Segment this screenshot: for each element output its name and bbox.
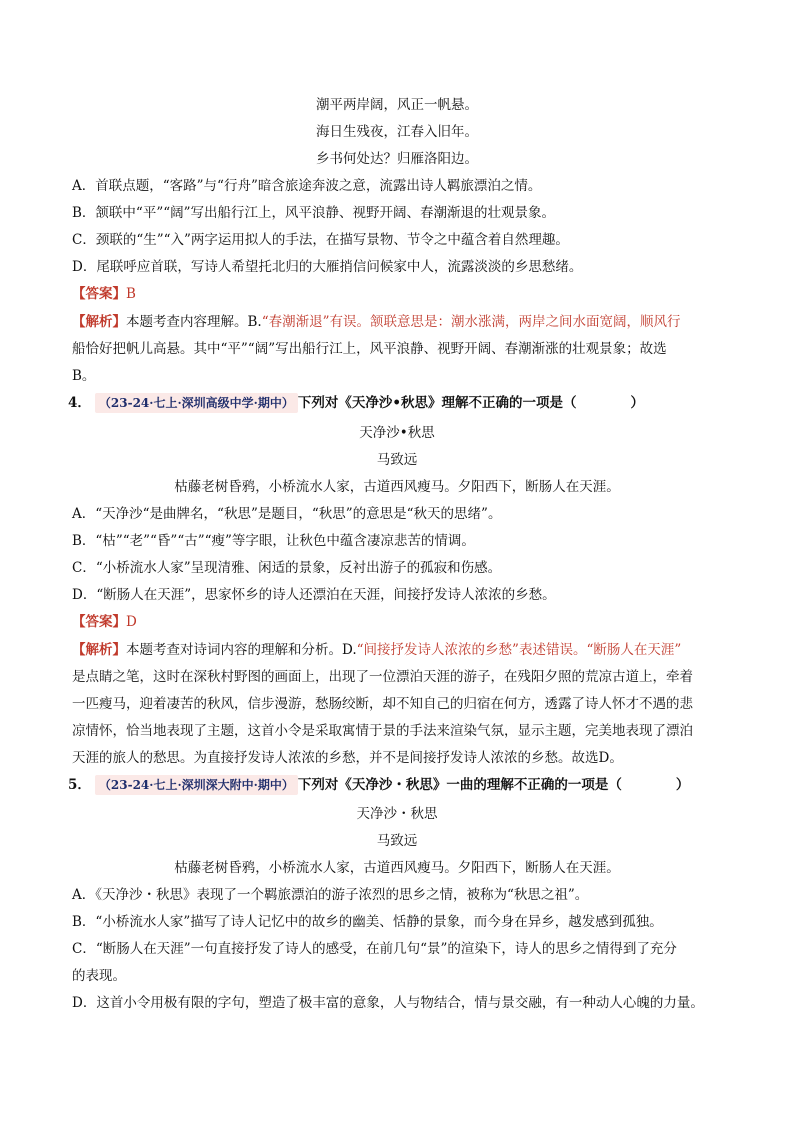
option-a: A．首联点题，“客路”与“行舟”暗含旅途奔波之意，流露出诗人羁旅漂泊之情。 [72,178,542,194]
analysis-line [72,312,722,332]
answer-value: B [126,286,136,302]
option-c: C．“小桥流水人家”呈现清雅、闲适的景象，反衬出游子的孤寂和伤感。 [72,560,502,576]
analysis-text: 本题考查内容理解。B. [126,314,262,330]
poem-line: 海日生残夜，江春入旧年。 [316,124,478,140]
answer-value: D [126,614,137,630]
option-c: C．“断肠人在天涯”一句直接抒发了诗人的感受，在前几句“景”的渲染下，诗人的思乡之情得到了充分 [72,941,677,957]
analysis-line [72,640,722,660]
poem-line: 乡书何处达？归雁洛阳边。 [316,151,478,167]
source-badge: （23-24·七上·深圳深大附中·期中） [95,775,298,795]
analysis-line: B。 [72,368,96,384]
option-b: B．“枯”“老”“昏”“古”“瘦”等字眼，让秋色中蕴含凄凉悲苦的情调。 [72,533,475,549]
option-d: D．这首小令用极有限的字句，塑造了极丰富的意象，人与物结合，情与景交融，有一种动人心魄的力量。 [72,995,704,1011]
question-5-header [68,775,718,795]
poem-text: 枯藤老树昏鸦，小桥流水人家，古道西风瘦马。夕阳西下，断肠人在天涯。 [174,479,620,495]
answer-line [72,284,722,304]
analysis-text-highlight: “间接抒发诗人浓浓的乡愁”表述错误。“断肠人在天涯” [356,642,682,658]
poem-title: 天净沙•秋思 [359,425,435,441]
analysis-label: 【解析】 [72,642,126,658]
question-stem: 下列对《天净沙・秋思》一曲的理解不正确的一项是（ ） [297,777,690,793]
question-number: 5． [68,777,91,793]
option-c-continued: 的表现。 [72,968,126,984]
poem-author: 马致远 [376,452,418,468]
option-a: A．“天净沙“是曲牌名，“秋思”是题目，“秋思”的意思是“秋天的思绪”。 [72,506,502,522]
answer-label: 【答案】 [72,286,126,302]
question-stem: 下列对《天净沙•秋思》理解不正确的一项是（ ） [297,395,644,411]
question-number: 4． [68,395,91,411]
analysis-line: 天涯的旅人的愁思。为直接抒发诗人浓浓的乡愁，并不是间接抒发诗人浓浓的乡愁。故选D。 [72,750,623,766]
analysis-text-highlight: “春潮渐退”有误。颔联意思是：潮水涨满，两岸之间水面宽阔，顺风行 [261,314,681,330]
poem-text: 枯藤老树昏鸦，小桥流水人家，古道西风瘦马。夕阳西下，断肠人在天涯。 [174,860,620,876]
source-badge: （23-24·七上·深圳高级中学·期中） [95,393,298,413]
option-c: C．颈联的“生”“入”两字运用拟人的手法，在描写景物、节令之中蕴含着自然理趣。 [72,232,569,248]
analysis-line: 一匹瘦马，迎着凄苦的秋风，信步漫游，愁肠绞断，却不知自己的归宿在何方，透露了诗人怀才不遇的悲 [72,696,693,712]
option-a: A．《天净沙・秋思》表现了一个羁旅漂泊的游子浓烈的思乡之情，被称为“秋思之祖”。 [72,887,589,903]
answer-label: 【答案】 [72,614,126,630]
poem-title: 天净沙・秋思 [356,806,438,822]
option-b: B．“小桥流水人家”描写了诗人记忆中的故乡的幽美、恬静的景象，而今身在异乡，越发感到孤独。 [72,914,663,930]
answer-line [72,612,722,632]
analysis-line: 是点睛之笔，这时在深秋村野图的画面上，出现了一位漂泊天涯的游子，在残阳夕照的荒凉古道上，牵着 [72,669,693,685]
option-d: D．“断肠人在天涯”，思家怀乡的诗人还漂泊在天涯，间接抒发诗人浓浓的乡愁。 [72,587,556,603]
analysis-line: 凉情怀，恰当地表现了主题，这首小令是采取寓情于景的手法来渲染气氛，显示主题，完美地表现了漂泊 [72,723,693,739]
poem-author: 马致远 [376,833,418,849]
analysis-text: 本题考查对诗词内容的理解和分析。D. [126,642,357,658]
option-d: D．尾联呼应首联，写诗人希望托北归的大雁捎信问候家中人，流露淡淡的乡思愁绪。 [72,259,583,275]
analysis-line: 船恰好把帆儿高悬。其中“平”“阔”写出船行江上，风平浪静、视野开阔、春潮渐涨的壮观景象；故选 [72,341,667,357]
analysis-label: 【解析】 [72,314,126,330]
question-4-header [68,393,718,413]
poem-line: 潮平两岸阔，风正一帆悬。 [316,97,478,113]
option-b: B．颔联中“平”“阔”写出船行江上，风平浪静、视野开阔、春潮渐退的壮观景象。 [72,205,556,221]
